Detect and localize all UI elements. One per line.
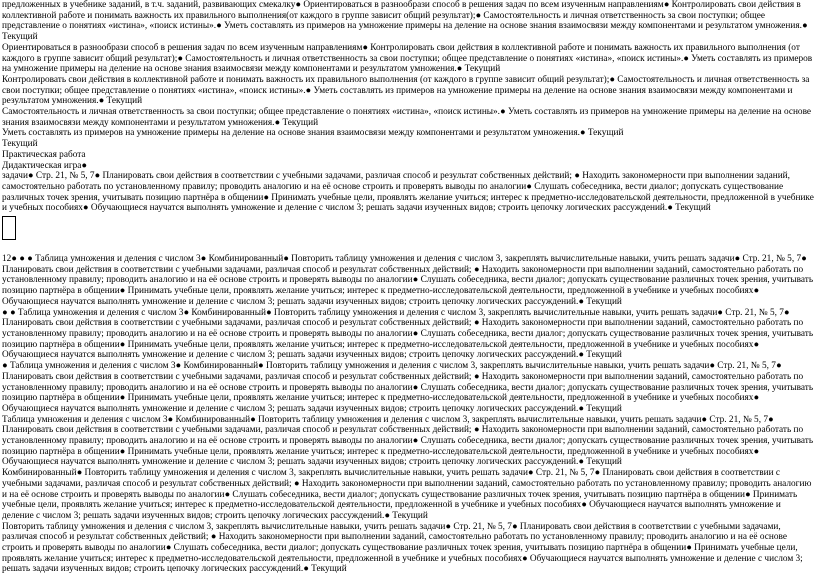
paragraph-15: Повторить таблицу умножения и деления с числом 3, закреплять вычислительные навыки, учить решать задачи● Стр. 21, № 5, 7● Планировать свои действия в соответствии с учебными задачами, различая способ и результат собственных действий; ● Находить закономерности при выполнении заданий, самостоятельно работать по установленному правилу; проводить аналогию и на её основе строить и проверять выводы по аналогии● Слушать собеседника, вести диалог; допускать существование различных точек зрения, учитывать позицию партнёра в общении● Принимать учебные цели, проявлять желание учиться; интерес к предметно-исследовательской деятельности, предложенной в учебнике и учебных пособиях● Обучающиеся научатся выполнять умножение и деление с числом 3; решать задачи изученных видов; строить цепочку логических рассуждений.● Текущий [2, 521, 803, 575]
empty-cell-boxes [2, 214, 814, 254]
paragraph-7: Практическая работа [2, 149, 86, 160]
paragraph-6: Текущий [2, 139, 38, 150]
paragraph-1: предложенных в учебнике заданий, в т.ч. заданий, развивающих смекалку● Ориентироваться в разнообрази способ в решения задач по всем изученным направлениям● Контролировать свои действия в коллективной работе и понимать важность их правильного выполнения(от каждого в группе зависит общий результат);● Самостоятельность и личная ответственность за свои поступки; общее представление о понятиях «истина», «поиск истины».● Уметь составлять из примеров на умножение примеры на деление на основе знания взаимосвязи между компонентами и результатом умножения.● Текущий [2, 0, 808, 43]
paragraph-2: Ориентироваться в разнообрази способ в решения задач по всем изученным направлениям● Контролировать свои действия в коллективной работе и понимать важность их правильного выполнения (от каждого в группе зависит общий результат);● Самостоятельность и личная ответственность за свои поступки; общее представление о понятиях «истина», «поиск истины».● Уметь составлять из примеров на умножение примеры на деление на основе знания взаимосвязи между компонентами и результатом умножения.● Текущий [2, 42, 813, 75]
paragraph-11: ● ● Таблица умножения и деления с числом 3● Комбинированный● Повторить таблицу умножения и деления с числом 3, закреплять вычислительные навыки, учить решать задачи● Стр. 21, № 5, 7● Планировать свои действия в соответствии с учебными задачами, различая способ и результат собственных действий; ● Находить закономерности при выполнении заданий, самостоятельно работать по установленному правилу; проводить аналогию и на её основе строить и проверять выводы по аналогии● Слушать собеседника, вести диалог; допускать существование различных точек зрения, учитывать позицию партнёра в общении● Принимать учебные цели, проявлять желание учиться; интерес к предметно-исследовательской деятельности, предложенной в учебнике и учебных пособиях● Обучающиеся научатся выполнять умножение и деление с числом 3; решать задачи изученных видов; строить цепочку логических рассуждений.● Текущий [2, 307, 814, 361]
paragraph-13: Таблица умножения и деления с числом 3● Комбинированный● Повторить таблицу умножения и деления с числом 3, закреплять вычислительные навыки, учить решать задачи● Стр. 21, № 5, 7● Планировать свои действия в соответствии с учебными задачами, различая способ и результат собственных действий; ● Находить закономерности при выполнении заданий, самостоятельно работать по установленному правилу; проводить аналогию и на её основе строить и проверять выводы по аналогии● Слушать собеседника, вести диалог; допускать существование различных точек зрения, учитывать позицию партнёра в общении● Принимать учебные цели, проявлять желание учиться; интерес к предметно-исследовательской деятельности, предложенной в учебнике и учебных пособиях● Обучающиеся научатся выполнять умножение и деление с числом 3; решать задачи изученных видов; строить цепочку логических рассуждений.● Текущий [2, 414, 814, 468]
paragraph-12: ● Таблица умножения и деления с числом 3● Комбинированный● Повторить таблицу умножения и деления с числом 3, закреплять вычислительные навыки, учить решать задачи● Стр. 21, № 5, 7● Планировать свои действия в соответствии с учебными задачами, различая способ и результат собственных действий; ● Находить закономерности при выполнении заданий, самостоятельно работать по установленному правилу; проводить аналогию и на её основе строить и проверять выводы по аналогии● Слушать собеседника, вести диалог; допускать существование различных точек зрения, учитывать позицию партнёра в общении● Принимать учебные цели, проявлять желание учиться; интерес к предметно-исследовательской деятельности, предложенной в учебнике и учебных пособиях● Обучающиеся научатся выполнять умножение и деление с числом 3; решать задачи изученных видов; строить цепочку логических рассуждений.● Текущий [2, 361, 814, 414]
paragraph-3: Контролировать свои действия в коллективной работе и понимать важность их правильного выполнения (от каждого в группе зависит общий результат);● Самостоятельность и личная ответственность за свои поступки; общее представление о понятиях «истина», «поиск истины».● Уметь составлять из примеров на умножение примеры на деление на основе знания взаимосвязи между компонентами и результатом умножения.● Текущий [2, 74, 810, 107]
paragraph-14: Комбинированный● Повторить таблицу умножения и деления с числом 3, закреплять вычислительные навыки, учить решать задачи● Стр. 21, № 5, 7● Планировать свои действия в соответствии с учебными задачами, различая способ и результат собственных действий; ● Находить закономерности при выполнении заданий, самостоятельно работать по установленному правилу; проводить аналогию и на её основе строить и проверять выводы по аналогии● Слушать собеседника, вести диалог; допускать существование различных точек зрения, учитывать позицию партнёра в общении● Принимать учебные цели, проявлять желание учиться; интерес к предметно-исследовательской деятельности, предложенной в учебнике и учебных пособиях● Обучающиеся научатся выполнять умножение и деление с числом 3; решать задачи изученных видов; строить цепочку логических рассуждений.● Текущий [2, 468, 812, 521]
paragraph-10: 12● ● ● Таблица умножения и деления с числом 3● Комбинированный● Повторить таблицу умножения и деления с числом 3, закреплять вычислительные навыки, учить решать задачи● Стр. 21, № 5, 7● Планировать свои действия в соответствии с учебными задачами, различая способ и результат собственных действий; ● Находить закономерности при выполнении заданий, самостоятельно работать по установленному правилу; проводить аналогию и на её основе строить и проверять выводы по аналогии● Слушать собеседника, вести диалог; допускать существование различных точек зрения, учитывать позицию партнёра в общении● Принимать учебные цели, проявлять желание учиться; интерес к предметно-исследовательской деятельности, предложенной в учебнике и учебных пособиях● Обучающиеся научатся выполнять умножение и деление с числом 3; решать задачи изученных видов; строить цепочку логических рассуждений.● Текущий [2, 254, 814, 307]
paragraph-4: Самостоятельность и личная ответственность за свои поступки; общее представление о понятиях «истина», «поиск истины».● Уметь составлять из примеров на умножение примеры на деление на основе знания взаимосвязи между компонентами и результатом умножения.● Текущий [2, 107, 812, 128]
paragraph-9: задачи● Стр. 21, № 5, 7● Планировать свои действия в соответствии с учебными задачами, различая способ и результат собственных действий; ● Находить закономерности при выполнении заданий, самостоятельно работать по установленному правилу; проводить аналогию и на её основе строить и проверять выводы по аналогии● Слушать собеседника, вести диалог; допускать существование различных точек зрения, учитывать позицию партнёра в общении● Принимать учебные цели, проявлять желание учиться; интерес к предметно-исследовательской деятельности, предложенной в учебнике и учебных пособиях● Обучающиеся научатся выполнять умножение и деление с числом 3; решать задачи изученных видов; строить цепочку логических рассуждений.● Текущий [2, 171, 814, 214]
paragraph-8: Дидактическая игра● [2, 160, 88, 171]
empty-box [2, 216, 16, 240]
paragraph-5: Уметь составлять из примеров на умножение примеры на деление на основе знания взаимосвязи между компонентами и результатом умножения.● Текущий [2, 128, 624, 139]
